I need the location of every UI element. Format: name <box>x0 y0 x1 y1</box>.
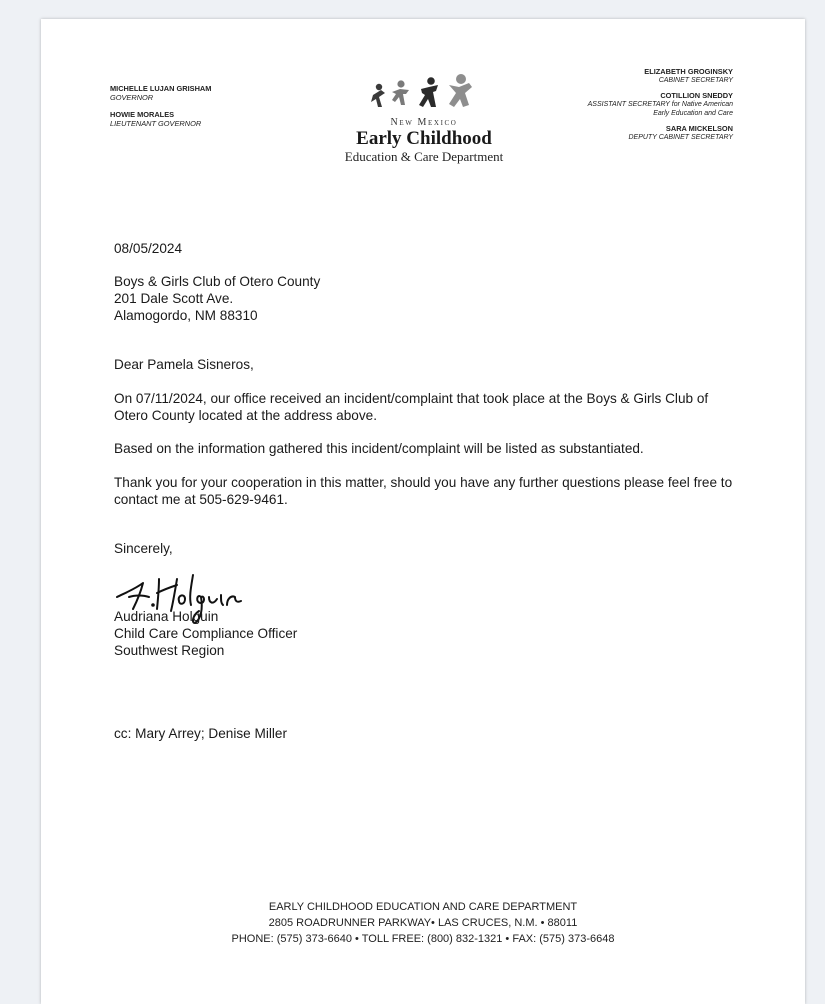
logo-main-text: Early Childhood <box>356 128 492 149</box>
signer-region: Southwest Region <box>114 643 225 658</box>
deputy-secretary-name: SARA MICKELSON <box>665 124 733 133</box>
assistant-secretary-title-line-2: Early Education and Care <box>653 110 733 117</box>
letter-page <box>41 19 805 1004</box>
department-logo <box>329 71 519 165</box>
signer-block <box>114 608 744 659</box>
children-figures-icon <box>365 71 483 115</box>
deputy-secretary-block <box>588 124 733 142</box>
cabinet-secretary-block <box>588 67 733 85</box>
salutation: Dear Pamela Sisneros, <box>114 357 254 372</box>
cabinet-secretary-name: ELIZABETH GROGINSKY <box>644 67 733 76</box>
assistant-secretary-name: COTILLION SNEDDY <box>660 91 733 100</box>
lieutenant-governor-title: LIEUTENANT GOVERNOR <box>110 119 202 128</box>
paragraph-3: Thank you for your cooperation in this matter, should you have any further questions please feel free to contact me at 505-629-9461. <box>114 475 733 507</box>
logo-sub-text: Education & Care Department <box>344 149 504 164</box>
recipient-city: Alamogordo, NM 88310 <box>114 308 258 323</box>
governor-title: GOVERNOR <box>110 93 154 102</box>
signer-title: Child Care Compliance Officer <box>114 626 298 641</box>
paragraph-2: Based on the information gathered this incident/complaint will be listed as substantiated. <box>114 441 644 456</box>
recipient-street: 201 Dale Scott Ave. <box>114 291 234 306</box>
recipient-org: Boys & Girls Club of Otero County <box>114 274 321 289</box>
letter-date: 08/05/2024 <box>114 241 183 256</box>
right-officials-block <box>588 67 733 148</box>
department-footer <box>41 899 805 947</box>
left-officials-block <box>110 84 211 136</box>
lieutenant-governor-block <box>110 110 211 128</box>
recipient-address <box>114 273 744 324</box>
lieutenant-governor-name: HOWIE MORALES <box>110 110 175 119</box>
signer-name: Audriana Holguin <box>114 609 219 624</box>
cabinet-secretary-title: CABINET SECRETARY <box>658 77 733 84</box>
footer-address: 2805 ROADRUNNER PARKWAY• LAS CRUCES, N.M. • 88011 <box>268 917 578 929</box>
closing: Sincerely, <box>114 541 173 556</box>
logo-state-text: New Mexico <box>390 117 458 128</box>
governor-name: MICHELLE LUJAN GRISHAM <box>110 84 212 93</box>
cc-line: cc: Mary Arrey; Denise Miller <box>114 726 287 741</box>
footer-contact: PHONE: (575) 373-6640 • TOLL FREE: (800) 832-1321 • FAX: (575) 373-6648 <box>231 933 615 945</box>
footer-department-name: EARLY CHILDHOOD EDUCATION AND CARE DEPARTMENT <box>268 901 578 913</box>
deputy-secretary-title: DEPUTY CABINET SECRETARY <box>628 134 733 141</box>
assistant-secretary-title-line-1: ASSISTANT SECRETARY for Native American <box>587 101 733 108</box>
paragraph-1: On 07/11/2024, our office received an incident/complaint that took place at the Boys & Girls Club of Otero County located at the address above. <box>114 391 709 423</box>
governor-block <box>110 84 211 102</box>
assistant-secretary-block <box>588 91 733 118</box>
